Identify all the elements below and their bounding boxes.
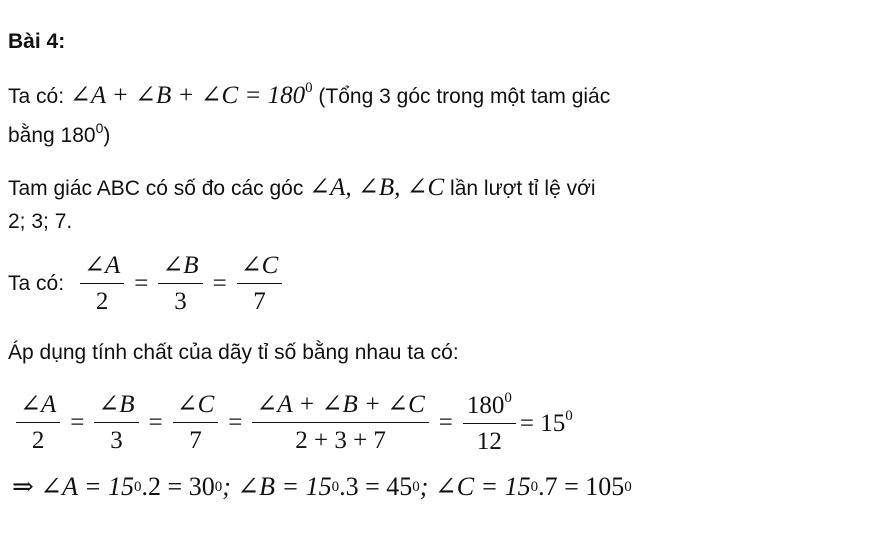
fraction-c	[237, 252, 283, 315]
text: bằng 180	[8, 124, 96, 147]
degree-sup: 0	[95, 120, 104, 136]
conclusion-line	[12, 472, 632, 502]
numerator: ∠A	[84, 252, 121, 279]
close-paren: )	[103, 124, 111, 147]
angle-c-result: ; ∠C = 15	[419, 472, 531, 501]
line-ratios: 2; 3; 7.	[8, 210, 73, 233]
degree-sup: 0	[331, 478, 340, 495]
degree-sup: 0	[565, 407, 573, 424]
numerator: ∠A + ∠B + ∠C	[256, 391, 425, 418]
equals-sign: =	[438, 408, 453, 436]
numerator: ∠B	[162, 252, 199, 279]
ratio-equation	[8, 252, 286, 315]
numerator: ∠B	[98, 391, 135, 418]
line-angle-sum-cont	[8, 120, 110, 148]
fraction-b	[94, 391, 138, 454]
degree-sup: 0	[530, 478, 539, 495]
denominator: 2	[31, 426, 45, 454]
numerator-value: 180	[466, 392, 505, 419]
fraction-sum	[252, 391, 428, 454]
denominator: 12	[476, 427, 502, 455]
numerator	[463, 390, 516, 423]
angle-sum-equation: ∠A + ∠B + ∠C = 180	[69, 82, 306, 109]
equals-sign: =	[134, 269, 149, 297]
fraction-a	[16, 391, 60, 454]
angle-b-result: ; ∠B = 15	[222, 472, 332, 501]
calc-b: .3 = 45	[339, 472, 413, 501]
degree-sup: 0	[624, 478, 632, 495]
equals-sign: =	[228, 408, 243, 436]
text-suffix: (Tổng 3 góc trong một tam giác	[312, 85, 611, 108]
fraction-b	[158, 252, 202, 315]
fraction-a	[80, 252, 124, 315]
degree-sup: 0	[412, 478, 420, 495]
calc-a: .2 = 30	[141, 472, 215, 501]
degree-sup: 0	[504, 390, 512, 406]
degree-sup: 0	[214, 478, 223, 495]
text-prefix: Tam giác ABC có số đo các góc	[8, 177, 310, 200]
numerator: ∠A	[20, 391, 57, 418]
denominator: 2 + 3 + 7	[295, 426, 386, 454]
ratio-label: Ta có:	[8, 271, 65, 295]
line-property: Áp dụng tính chất của dãy tỉ số bằng nhau ta có:	[8, 341, 459, 364]
equals-sign: =	[148, 408, 163, 436]
line-angle-sum	[8, 80, 610, 110]
numerator: ∠C	[176, 391, 215, 418]
equals-sign: =	[70, 408, 85, 436]
denominator: 7	[253, 287, 266, 315]
angle-a-result: ⇒ ∠A = 15	[12, 472, 135, 501]
equal-ratio-chain	[12, 390, 573, 455]
fraction-total	[463, 390, 516, 455]
degree-sup: 0	[134, 478, 142, 495]
angles-list: ∠A, ∠B, ∠C	[309, 174, 445, 201]
denominator: 7	[189, 426, 202, 454]
denominator: 3	[110, 426, 123, 454]
text-prefix: Ta có:	[8, 85, 70, 108]
equals-sign: =	[212, 269, 227, 297]
line-proportion	[8, 172, 596, 202]
chain-result	[520, 408, 573, 438]
degree-sup: 0	[305, 80, 313, 96]
numerator: ∠C	[240, 252, 279, 279]
exercise-title: Bài 4:	[8, 30, 66, 53]
result-value: = 15	[519, 409, 566, 437]
text-suffix: lần lượt tỉ lệ với	[444, 177, 596, 200]
denominator: 2	[95, 287, 109, 315]
fraction-c	[173, 391, 219, 454]
denominator: 3	[174, 287, 187, 315]
calc-c: .7 = 105	[538, 472, 625, 501]
